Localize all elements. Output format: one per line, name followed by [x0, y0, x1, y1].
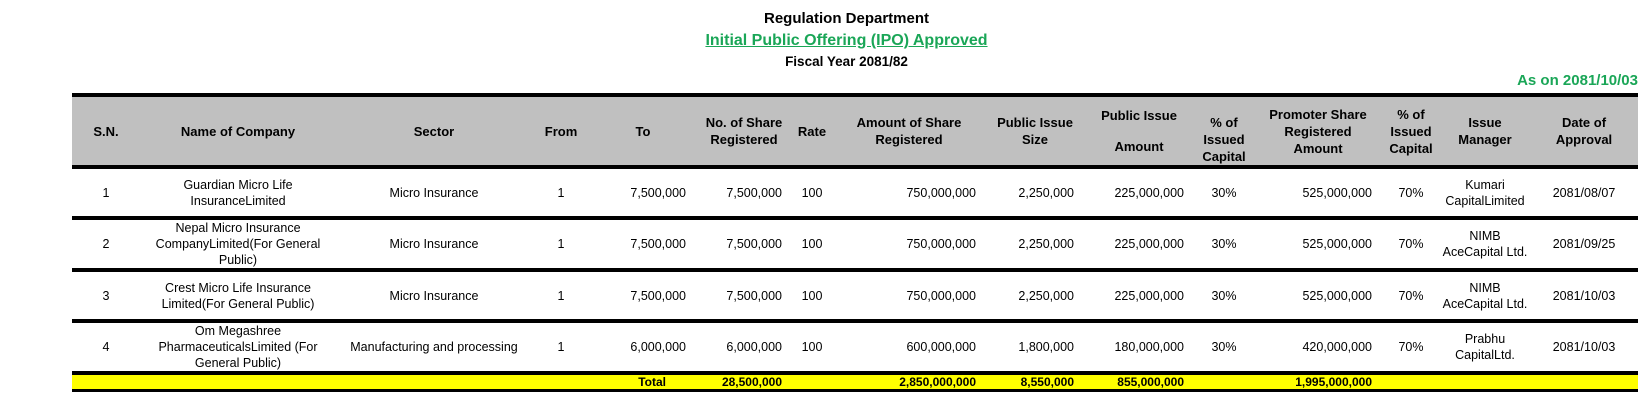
fiscal-year: Fiscal Year 2081/82: [785, 54, 908, 69]
cell-to: 6,000,000: [590, 321, 696, 373]
col-header-company: Name of Company: [140, 95, 336, 167]
cell-sector: Micro Insurance: [336, 167, 532, 218]
cell-from: 1: [532, 218, 590, 270]
cell-sn: 4: [72, 321, 140, 373]
cell-amount: 750,000,000: [832, 167, 986, 218]
col-header-amount-registered: Amount of Share Registered: [832, 95, 986, 167]
col-header-public-issue-amount: Public Issue Amount: [1084, 95, 1194, 167]
col-header-sn: S.N.: [72, 95, 140, 167]
cell-to: 7,500,000: [590, 270, 696, 321]
col-header-pct-issued-promoter: % of Issued Capital: [1382, 95, 1440, 167]
cell-promoter: 525,000,000: [1254, 218, 1382, 270]
table-row: [72, 270, 1638, 321]
cell-pct-public: 30%: [1194, 167, 1254, 218]
cell-from: 1: [532, 167, 590, 218]
col-header-rate: Rate: [792, 95, 832, 167]
cell-issue-manager: Kumari CapitalLimited: [1440, 167, 1530, 218]
col-header-sector: Sector: [336, 95, 532, 167]
cell-pct-promoter: 70%: [1382, 270, 1440, 321]
cell-pct-public: 30%: [1194, 218, 1254, 270]
col-header-issue-manager: Issue Manager: [1440, 95, 1530, 167]
cell-amount: 750,000,000: [832, 218, 986, 270]
col-header-promoter-share: Promoter Share Registered Amount: [1254, 95, 1382, 167]
cell-from: 1: [532, 321, 590, 373]
cell-company: Om Megashree PharmaceuticalsLimited (For General Public): [140, 321, 336, 373]
table-header-row: [72, 95, 1638, 167]
cell-issue-amount: 180,000,000: [1084, 321, 1194, 373]
cell-rate: 100: [792, 218, 832, 270]
table-row: [72, 218, 1638, 270]
col-header-date-of-approval: Date of Approval: [1530, 95, 1638, 167]
cell-shares: 7,500,000: [696, 218, 792, 270]
cell-shares: 7,500,000: [696, 167, 792, 218]
cell-date: 2081/09/25: [1530, 218, 1638, 270]
cell-issue-amount: 225,000,000: [1084, 218, 1194, 270]
cell-sn: 1: [72, 167, 140, 218]
as-on-date: As on 2081/10/03: [1517, 72, 1638, 89]
cell-sector: Micro Insurance: [336, 270, 532, 321]
cell-promoter: 525,000,000: [1254, 167, 1382, 218]
cell-rate: 100: [792, 167, 832, 218]
cell-pct-public: 30%: [1194, 270, 1254, 321]
cell-sn: 2: [72, 218, 140, 270]
cell-date: 2081/10/03: [1530, 321, 1638, 373]
cell-company: Crest Micro Life Insurance Limited(For General Public): [140, 270, 336, 321]
cell-to: 7,500,000: [590, 167, 696, 218]
cell-shares: 7,500,000: [696, 270, 792, 321]
col-header-public-issue-size: Public Issue Size: [986, 95, 1084, 167]
cell-issue-manager: NIMB AceCapital Ltd.: [1440, 218, 1530, 270]
cell-issue-manager: Prabhu CapitalLtd.: [1440, 321, 1530, 373]
cell-company: Guardian Micro Life InsuranceLimited: [140, 167, 336, 218]
total-issue-size: 8,550,000: [986, 373, 1084, 391]
cell-company: Nepal Micro Insurance CompanyLimited(For General Public): [140, 218, 336, 270]
cell-amount: 600,000,000: [832, 321, 986, 373]
cell-issue-size: 1,800,000: [986, 321, 1084, 373]
cell-to: 7,500,000: [590, 218, 696, 270]
cell-pct-promoter: 70%: [1382, 167, 1440, 218]
total-issue-amount: 855,000,000: [1084, 373, 1194, 391]
cell-sector: Micro Insurance: [336, 218, 532, 270]
cell-date: 2081/08/07: [1530, 167, 1638, 218]
cell-sector: Manufacturing and processing: [336, 321, 532, 373]
cell-shares: 6,000,000: [696, 321, 792, 373]
department-title: Regulation Department: [763, 10, 929, 27]
cell-issue-manager: NIMB AceCapital Ltd.: [1440, 270, 1530, 321]
page-subtitle: Initial Public Offering (IPO) Approved: [705, 32, 988, 49]
cell-issue-amount: 225,000,000: [1084, 167, 1194, 218]
col-header-shares-registered: No. of Share Registered: [696, 95, 792, 167]
cell-sn: 3: [72, 270, 140, 321]
table-row: [72, 321, 1638, 373]
cell-issue-size: 2,250,000: [986, 167, 1084, 218]
ipo-approved-table: [72, 93, 1638, 392]
total-label: Total: [590, 373, 696, 391]
cell-promoter: 525,000,000: [1254, 270, 1382, 321]
col-header-from: From: [532, 95, 590, 167]
cell-rate: 100: [792, 321, 832, 373]
total-amount: 2,850,000,000: [832, 373, 986, 391]
col-header-to: To: [590, 95, 696, 167]
table-row: [72, 167, 1638, 218]
total-promoter: 1,995,000,000: [1254, 373, 1382, 391]
total-row: [72, 373, 1638, 391]
cell-issue-amount: 225,000,000: [1084, 270, 1194, 321]
cell-from: 1: [532, 270, 590, 321]
cell-pct-promoter: 70%: [1382, 218, 1440, 270]
cell-rate: 100: [792, 270, 832, 321]
col-header-pct-issued-public: % of Issued Capital: [1194, 95, 1254, 167]
cell-issue-size: 2,250,000: [986, 270, 1084, 321]
cell-promoter: 420,000,000: [1254, 321, 1382, 373]
cell-amount: 750,000,000: [832, 270, 986, 321]
cell-pct-public: 30%: [1194, 321, 1254, 373]
cell-issue-size: 2,250,000: [986, 218, 1084, 270]
cell-date: 2081/10/03: [1530, 270, 1638, 321]
total-shares: 28,500,000: [696, 373, 792, 391]
cell-pct-promoter: 70%: [1382, 321, 1440, 373]
